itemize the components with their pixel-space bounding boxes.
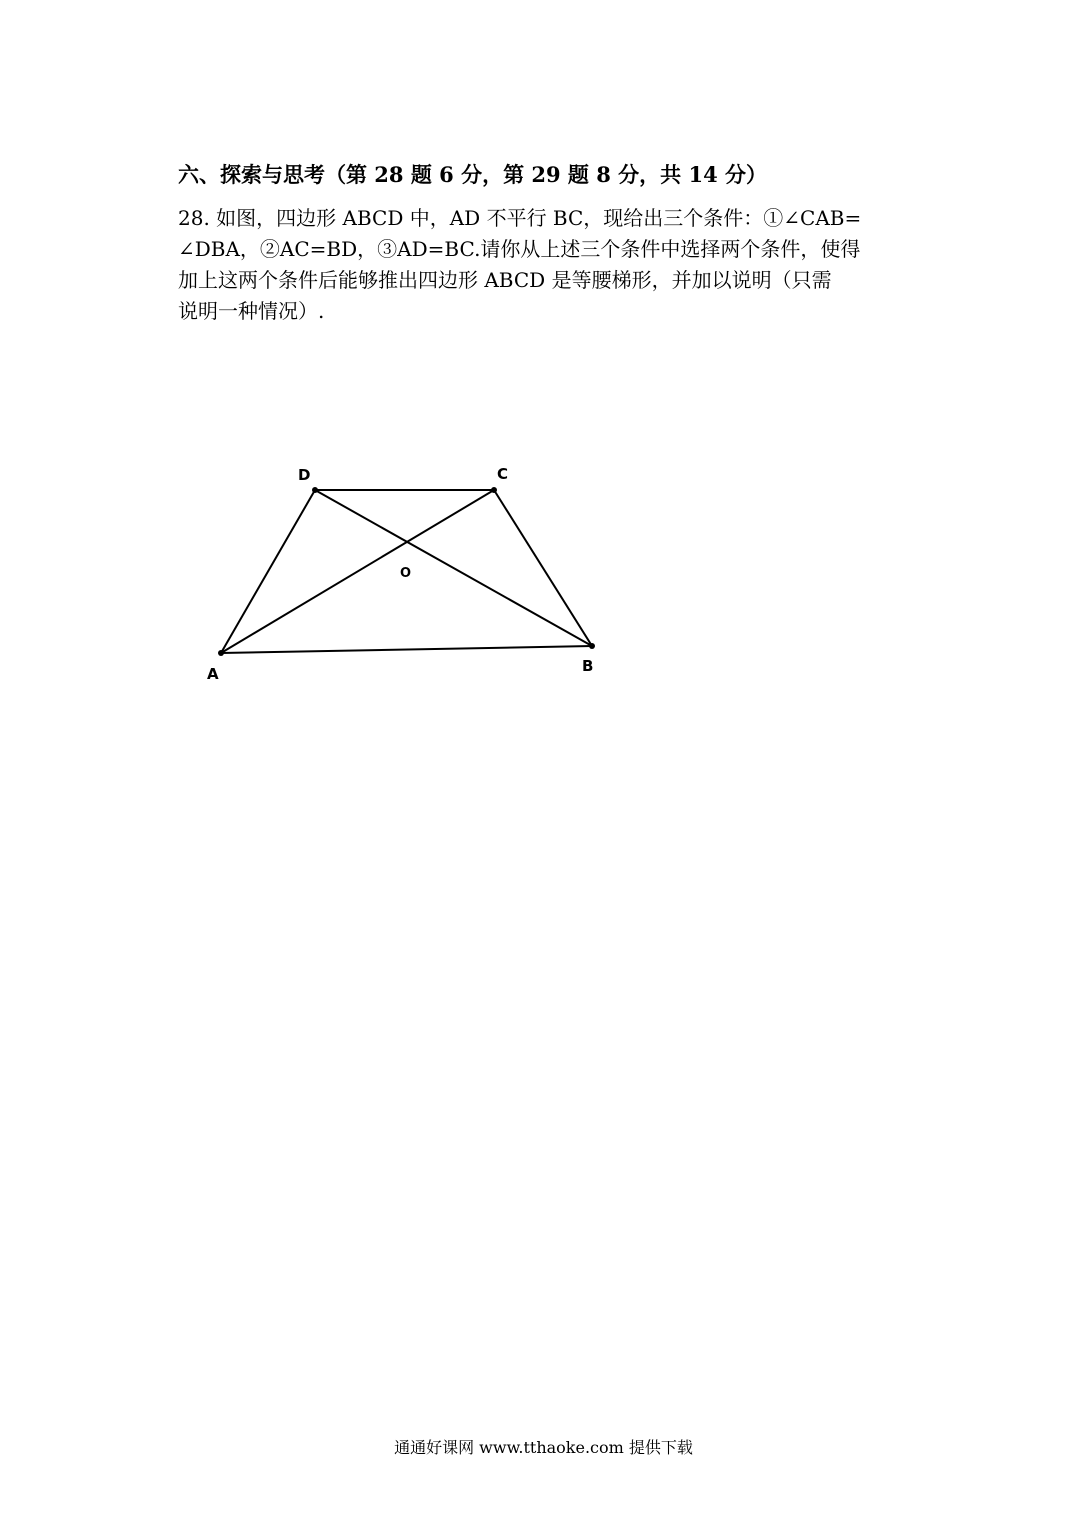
trapezoid-figure bbox=[190, 455, 620, 695]
question-28 bbox=[178, 203, 978, 327]
vertex-c bbox=[491, 487, 497, 493]
vertex-d bbox=[312, 487, 318, 493]
label-d: D bbox=[298, 466, 311, 484]
question-line: 加上这两个条件后能够推出四边形 ABCD 是等腰梯形，并加以说明（只需 bbox=[178, 268, 832, 292]
edge-da bbox=[221, 490, 315, 653]
edge-cb bbox=[494, 490, 592, 646]
vertex-b bbox=[589, 643, 595, 649]
edge-ab bbox=[221, 646, 592, 653]
vertex-a bbox=[218, 650, 224, 656]
footer: 通通好课网 www.tthaoke.com 提供下载 bbox=[394, 1438, 693, 1457]
label-b: B bbox=[582, 657, 594, 675]
label-c: C bbox=[497, 465, 509, 483]
question-line: 说明一种情况）. bbox=[178, 299, 325, 323]
question-line: 28. 如图，四边形 ABCD 中，AD 不平行 BC，现给出三个条件：①∠CAB= bbox=[178, 206, 862, 230]
label-a: A bbox=[207, 665, 219, 683]
question-line: ∠DBA，②AC=BD，③AD=BC.请你从上述三个条件中选择两个条件，使得 bbox=[178, 237, 861, 261]
label-o: O bbox=[400, 566, 412, 581]
section-heading: 六、探索与思考（第 28 题 6 分，第 29 题 8 分，共 14 分） bbox=[178, 162, 768, 187]
